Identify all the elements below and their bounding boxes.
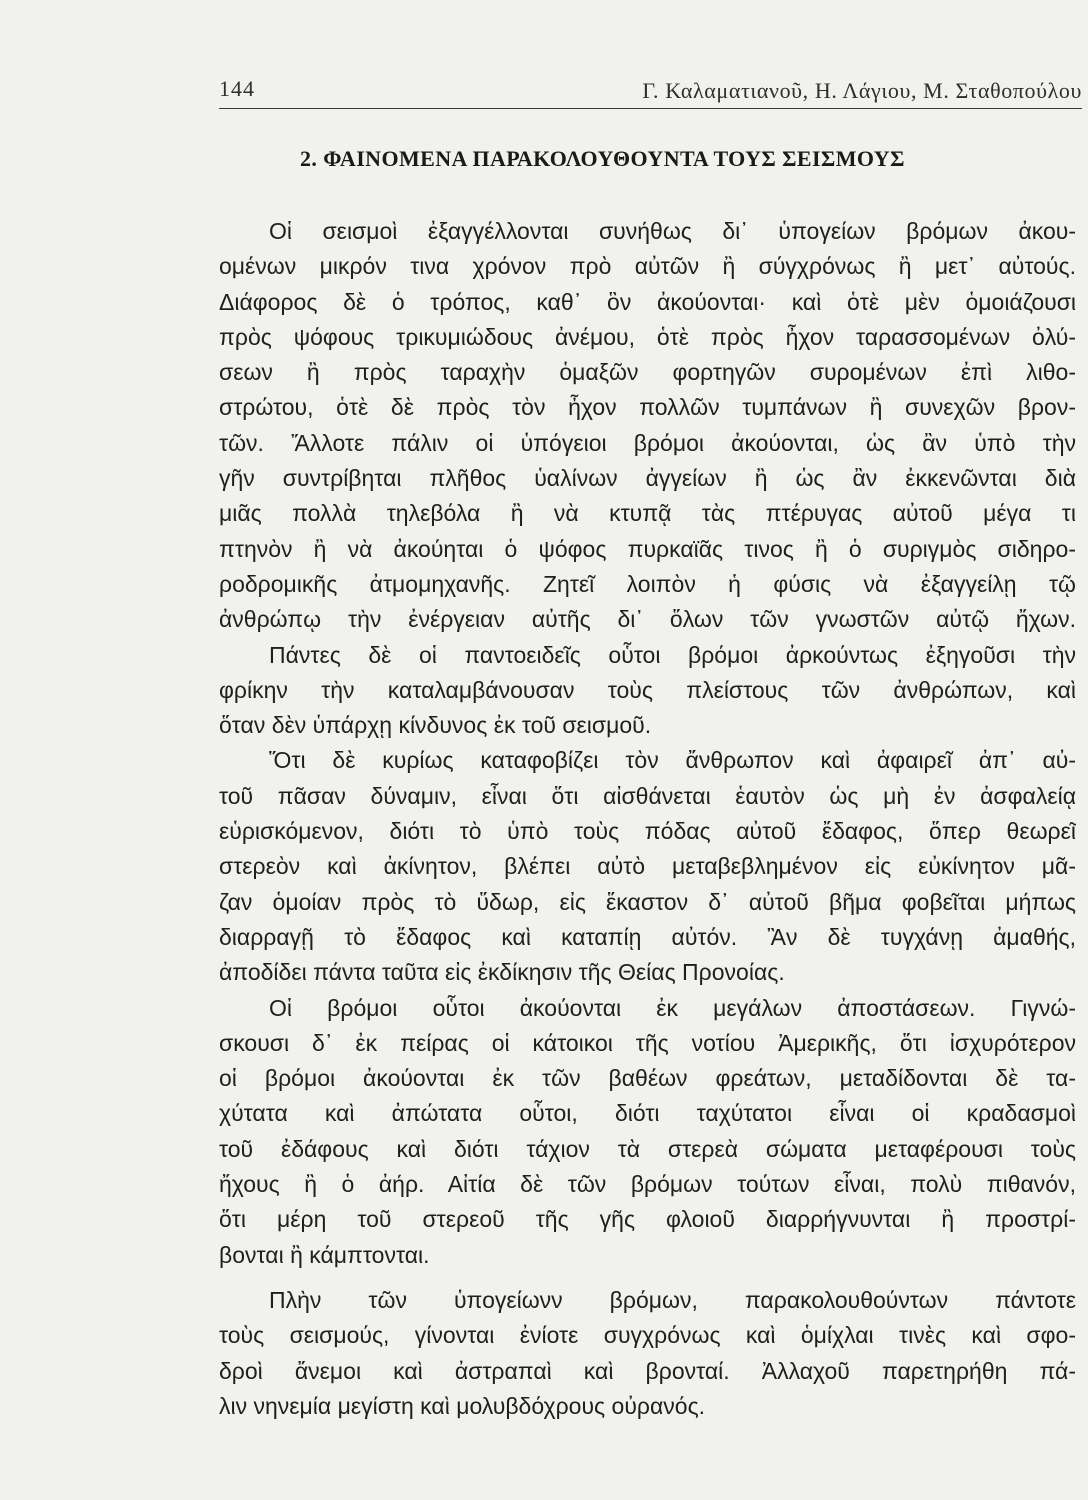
text-line: στερεὸν καὶ ἀκίνητον, βλέπει αὐτὸ μεταβεβλημένον εἰς εὐκίνητον μᾶ- — [219, 853, 1076, 880]
text-line: σκουσι δ᾿ ἐκ πείρας οἱ κάτοικοι τῆς νοτίου Ἀμερικῆς, ὅτι ἰσχυρότερον — [219, 1029, 1076, 1056]
text-line: χύτατα καὶ ἀπώτατα οὗτοι, διότι ταχύτατοι εἶναι οἱ κραδασμοὶ — [219, 1100, 1076, 1127]
page-header — [219, 74, 1082, 109]
running-head: Γ. Καλαματιανοῦ, Η. Λάγιου, Μ. Σταθοπούλου — [642, 78, 1082, 103]
text-line: πτηνὸν ἢ νὰ ἀκούηται ὁ ψόφος πυρκαϊᾶς τινος ἢ ὁ συριγμὸς σιδηρο- — [219, 535, 1076, 562]
text-line: τῶν. Ἄλλοτε πάλιν οἱ ὑπόγειοι βρόμοι ἀκούονται, ὡς ἂν ὑπὸ τὴν — [219, 429, 1076, 456]
text-line: Διάφορος δὲ ὁ τρόπος, καθ᾿ ὃν ἀκούονται· καὶ ὁτὲ μὲν ὁμοιάζουσι — [219, 288, 1076, 315]
text-line: βονται ἢ κάμπτονται. — [219, 1241, 430, 1268]
text-line: ὅταν δὲν ὑπάρχῃ κίνδυνος ἐκ τοῦ σεισμοῦ. — [219, 712, 652, 739]
paragraph-gap — [219, 1273, 1076, 1283]
text-line: ἀνθρώπῳ τὴν ἐνέργειαν αὐτῆς δι᾿ ὅλων τῶν γνωστῶν αὐτῷ ἤχων. — [219, 606, 1076, 633]
text-line: Πάντες δὲ οἱ παντοειδεῖς οὗτοι βρόμοι ἀρκούντως ἐξηγοῦσι τὴν — [269, 641, 1076, 668]
text-line: Πλὴν τῶν ὑπογείωνν βρόμων, παρακολουθούντων πάντοτε — [269, 1286, 1076, 1313]
text-line: ἀποδίδει πάντα ταῦτα εἰς ἐκδίκησιν τῆς Θείας Προνοίας. — [219, 959, 785, 986]
text-line: τοῦ πᾶσαν δύναμιν, εἶναι ὅτι αἰσθάνεται ἑαυτὸν ὡς μὴ ἐν ἀσφαλείᾳ — [219, 782, 1076, 809]
text-line: ομένων μικρόν τινα χρόνον πρὸ αὐτῶν ἢ σύγχρόνως ἢ μετ᾿ αὐτούς. — [219, 253, 1076, 280]
section-title: 2. ΦΑΙΝΟΜΕΝΑ ΠΑΡΑΚΟΛΟΥΘΟΥΝΤΑ ΤΟΥΣ ΣΕΙΣΜΟΥΣ — [300, 146, 905, 171]
text-line: ζαν ὁμοίαν πρὸς τὸ ὕδωρ, εἰς ἕκαστον δ᾿ αὐτοῦ βῆμα φοβεῖται μήπως — [219, 888, 1076, 915]
text-line: τοῦ ἐδάφους καὶ διότι τάχιον τὰ στερεὰ σώματα μεταφέρουσι τοὺς — [219, 1135, 1076, 1162]
body-text — [219, 214, 1076, 1424]
text-line: Οἱ βρόμοι οὗτοι ἀκούονται ἐκ μεγάλων ἀποστάσεων. Γιγνώ- — [269, 994, 1076, 1021]
text-line: σεων ἢ πρὸς ταραχὴν ὁμαξῶν φορτηγῶν συρομένων ἐπὶ λιθο- — [219, 359, 1076, 386]
text-line: Ὅτι δὲ κυρίως καταφοβίζει τὸν ἄνθρωπον καὶ ἀφαιρεῖ ἀπ᾿ αὐ- — [269, 747, 1076, 774]
text-line: γῆν συντρίβηται πλῆθος ὑαλίνων ἀγγείων ἢ ὡς ἂν ἐκκενῶνται διὰ — [219, 465, 1076, 492]
paragraph — [219, 743, 1076, 990]
page-number: 144 — [219, 76, 255, 101]
paragraph — [219, 638, 1076, 744]
text-line: δροὶ ἄνεμοι καὶ ἀστραπαὶ καὶ βρονταί. Ἀλλαχοῦ παρετηρήθη πά- — [219, 1357, 1076, 1384]
text-line: πρὸς ψόφους τρικυμιώδους ἀνέμου, ὁτὲ πρὸς ἦχον ταρασσομένων ὀλύ- — [219, 323, 1076, 350]
text-line: μιᾶς πολλὰ τηλεβόλα ἢ νὰ κτυπᾷ τὰς πτέρυγας αὐτοῦ μέγα τι — [219, 500, 1076, 527]
text-line: ἤχους ἢ ὁ ἀήρ. Αἰτία δὲ τῶν βρόμων τούτων εἶναι, πολὺ πιθανόν, — [219, 1171, 1076, 1198]
text-line: τοὺς σεισμούς, γίνονται ἐνίοτε συγχρόνως καὶ ὁμίχλαι τινὲς καὶ σφο- — [219, 1322, 1076, 1349]
paragraph — [219, 1283, 1076, 1424]
text-line: διαρραγῇ τὸ ἔδαφος καὶ καταπίῃ αὐτόν. Ἂν δὲ τυγχάνῃ ἀμαθής, — [219, 923, 1076, 950]
paragraph — [219, 991, 1076, 1273]
text-line: εὑρισκόμενον, διότι τὸ ὑπὸ τοὺς πόδας αὐτοῦ ἔδαφος, ὅπερ θεωρεῖ — [219, 818, 1076, 845]
text-line: στρώτου, ὁτὲ δὲ πρὸς τὸν ἦχον πολλῶν τυμπάνων ἢ συνεχῶν βρον- — [219, 394, 1076, 421]
text-line: φρίκην τὴν καταλαμβάνουσαν τοὺς πλείστους τῶν ἀνθρώπων, καὶ — [219, 676, 1076, 703]
text-line: οἱ βρόμοι ἀκούονται ἐκ τῶν βαθέων φρεάτων, μεταδίδονται δὲ τα- — [219, 1065, 1076, 1092]
text-line: Οἱ σεισμοὶ ἐξαγγέλλονται συνήθως δι᾿ ὑπογείων βρόμων ἀκου- — [269, 218, 1076, 244]
text-line: λιν νηνεμία μεγίστη καὶ μολυβδόχρους οὐρανός. — [219, 1392, 706, 1419]
paragraph — [219, 214, 1076, 638]
text-line: ροδρομικῆς ἀτμομηχανῆς. Ζητεῖ λοιπὸν ἡ φύσις νὰ ἐξαγγείλῃ τῷ — [219, 570, 1076, 597]
text-line: ὅτι μέρη τοῦ στερεοῦ τῆς γῆς φλοιοῦ διαρρήγνυνται ἢ προστρί- — [219, 1206, 1076, 1233]
